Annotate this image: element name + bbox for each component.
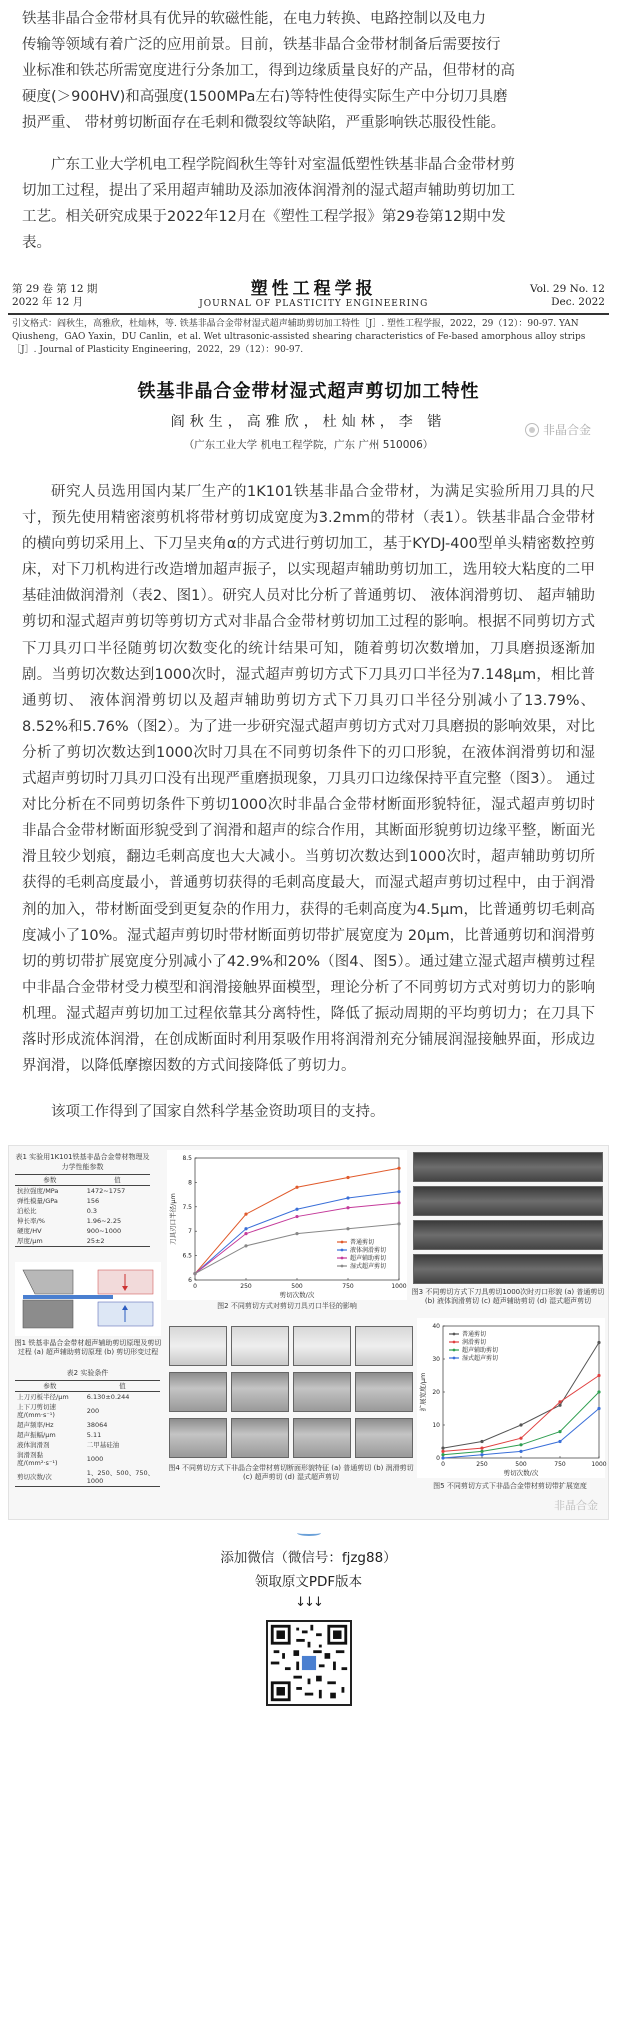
paper-header xyxy=(0,270,617,461)
data-point xyxy=(244,1244,247,1247)
fig4-photo xyxy=(355,1372,413,1412)
x-tick-label: 0 xyxy=(441,1461,445,1469)
data-point xyxy=(397,1222,400,1225)
intro-line: 表。 xyxy=(22,235,51,251)
legend-label: 润滑剪切 xyxy=(462,1339,487,1347)
intro-line: 损严重、 带材剪切断面存在毛刺和微裂纹等缺陷，严重影响铁芯服役性能。 xyxy=(22,115,506,131)
fig4-photo xyxy=(355,1326,413,1366)
journal-header xyxy=(8,270,609,311)
legend-marker xyxy=(341,1249,344,1252)
intro-line: 硬度(＞900HV)和高强度(1500MPa左右)等特性使得实际生产中分切刀具磨 xyxy=(22,89,508,105)
x-tick-label: 1000 xyxy=(391,1283,407,1291)
table-row: 超声振幅/μm 5.11 xyxy=(17,1431,102,1440)
legend-label: 普通剪切 xyxy=(462,1331,487,1339)
data-point xyxy=(480,1440,483,1443)
y-axis-label: 刀具刃口半径/μm xyxy=(169,1193,177,1245)
fig2-caption: 图2 不同剪切方式对剪切刀具刃口半径的影响 xyxy=(217,1302,357,1311)
fig4-photo xyxy=(169,1372,227,1412)
table-row: 超声频率/Hz 38064 xyxy=(17,1421,108,1430)
table-row: 润滑剂黏度/(mm²·s⁻¹) 1000 xyxy=(17,1451,104,1468)
chart-bg xyxy=(417,1318,605,1478)
qr-code-icon[interactable] xyxy=(266,1620,352,1706)
fig3-photo-d xyxy=(413,1254,603,1284)
fig3-caption: 图3 不同剪切方式下刀具剪切1000次时刃口形貌 (a) 普通剪切 (b) 液体润滑剪切 (c) 超声辅助剪切 (d) 湿式超声剪切 xyxy=(411,1288,605,1306)
intro-line: 工艺。相关研究成果于2022年12月在《塑性工程学报》第29卷第12期中发 xyxy=(22,209,506,225)
data-point xyxy=(397,1167,400,1170)
data-point xyxy=(244,1213,247,1216)
fig3-photo-b xyxy=(413,1186,603,1216)
x-tick-label: 250 xyxy=(476,1461,488,1469)
table-row: 厚度/μm 25±2 xyxy=(15,1236,150,1247)
data-point xyxy=(519,1424,522,1427)
data-point xyxy=(295,1232,298,1235)
legend-marker xyxy=(341,1241,344,1244)
data-point xyxy=(558,1440,561,1443)
x-tick-label: 750 xyxy=(342,1283,354,1291)
y-tick-label: 8 xyxy=(188,1179,192,1187)
data-point xyxy=(597,1374,600,1377)
arrows-down-icon: ↓↓↓ xyxy=(295,1595,322,1611)
body-paragraph: 研究人员选用国内某厂生产的1K101铁基非晶合金带材，为满足实验所用刀具的尺寸，预先使用精密滚剪机将带材剪切成宽度为3.2mm的带材（表1）。铁基非晶合金带材的横向剪切采用上、下刀呈夹角α的方式进行剪切加工，基于KYDJ-400型单头精密数控剪床，对下刀机构进行改造增加超声振子，以实现超声辅助剪切加工，选用较大粘度的二甲基硅油做润滑剂（表2、图1）。研究人员对比分析了普通剪切、 液体润滑剪切、 超声辅助剪切和湿式超声剪切等剪切方式对非晶合金带材剪切加工过程的影响。根据不同剪切方式下刀具刃口半径随剪切次数变化的统计结果可知，随着剪切次数增加，刀具磨损逐渐加剧。当剪切次数达到1000次时，湿式超声剪切方式下刀具刃口半径为7.148μm，相比普通剪切、 液体润滑剪切以及超声辅助剪切方式下刀具刃口半径分别减小了13.79%、8.52%和5.76%（图2）。为了进一步研究湿式超声剪切方式对刀具磨损的影响效果，对比分析了剪切次数达到1000次时刀具在不同剪切条件下的刃口形貌，在液体润滑剪切和湿式超声剪切时刀具刃口没有出现严重磨损现象，刀具刃口边缘保持平直完整（图3）。 通过对比分析在不同剪切条件下剪切1000次时非晶合金带材断面形貌特征，湿式超声剪切时非晶合金带材断面形貌受到了润滑和超声的综合作用，其断面形貌剪切边缘平整，断面光滑且较少划痕，翻边毛刺高度也大大减小。当剪切次数达到1000次时，超声辅助剪切所获得的毛刺高度最小，普通剪切获得的毛刺高度最大，而湿式超声剪切过程中，由于润滑剂的加入，带材断面受到更复杂的作用力，获得的毛刺高度为4.5μm，比普通剪切毛刺高度减小了10%。湿式超声剪切时带材断面剪切带扩展宽度为 20μm，比普通剪切和润滑剪切的剪切带扩展宽度分别减小了42.9%和20%（图4、图5）。通过建立湿式超声横剪过程中非晶合金带材受力模型和润滑接触界面模型，理论分析了不同剪切方式对剪切力的影响机理。湿式超声剪切加工过程依靠其分离特性，降低了振动周期的平均剪切力；在刀具下落时形成流体润滑，在创成断面时利用泵吸作用将润滑剂充分铺展润湿接触界面，形成边界润滑，以降低摩擦因数的方式间接降低了剪切力。 xyxy=(22,484,595,1075)
x-axis-label: 剪切次数/次 xyxy=(503,1469,539,1478)
citation: 引文格式：阎秋生，高雅欣，杜灿林，等. 铁基非晶合金带材湿式超声辅助剪切加工特性［J］. 塑性工程学报，2022，29（12）：90-97. YAN Qiusheng，GAO Yaxin，DU Canlin，et al. Wet ultrasonic-assisted shearing characteristics of Fe-based amorphous alloy strips［J］. Journal of Plasticity Engineering，2022，29（12）：90-97. xyxy=(12,319,586,355)
footer xyxy=(0,1530,617,1706)
x-tick-label: 1000 xyxy=(591,1461,607,1469)
data-point xyxy=(519,1437,522,1440)
fig4-photo xyxy=(231,1326,289,1366)
intro-line: 传输等领域有着广泛的应用前景。目前，铁基非晶合金带材制备后需要按行 xyxy=(22,37,501,53)
table-header: 参数 xyxy=(15,1381,85,1392)
y-tick-label: 6.5 xyxy=(182,1252,192,1260)
data-point xyxy=(441,1450,444,1453)
data-point xyxy=(480,1450,483,1453)
chart-bg xyxy=(167,1150,407,1300)
y-tick-label: 40 xyxy=(432,1323,440,1331)
legend-marker xyxy=(341,1257,344,1260)
fig4-photo xyxy=(293,1418,351,1458)
table-row: 硬度/HV 900~1000 xyxy=(17,1227,122,1236)
y-tick-label: 0 xyxy=(436,1455,440,1463)
fig4-photo xyxy=(231,1372,289,1412)
data-point xyxy=(558,1400,561,1403)
fig4-photo xyxy=(293,1372,351,1412)
legend-marker xyxy=(453,1333,456,1336)
fig4-photo xyxy=(231,1418,289,1458)
fig5-caption: 图5 不同剪切方式下非晶合金带材剪切带扩展宽度 xyxy=(433,1482,587,1491)
table-row: 液体润滑剂 二甲基硅油 xyxy=(17,1441,120,1450)
legend-label: 超声辅助剪切 xyxy=(350,1255,387,1263)
intro-paragraph xyxy=(0,6,617,136)
data-point xyxy=(519,1443,522,1446)
support-note: 该项工作得到了国家自然科学基金资助项目的支持。 xyxy=(51,1104,385,1121)
data-point xyxy=(558,1404,561,1407)
legend-label: 超声辅助剪切 xyxy=(462,1347,499,1355)
y-tick-label: 7.5 xyxy=(182,1203,192,1211)
data-point xyxy=(193,1272,196,1275)
table-1-title: 表1 实验用1K101铁基非晶合金带材物理及力学性能参数 xyxy=(15,1153,150,1172)
data-point xyxy=(519,1450,522,1453)
table-row: 弹性模量/GPa 156 xyxy=(17,1197,100,1206)
legend-label: 普通剪切 xyxy=(350,1239,375,1247)
data-point xyxy=(597,1391,600,1394)
legend-marker xyxy=(453,1357,456,1360)
data-point xyxy=(397,1201,400,1204)
wechat-line: 添加微信（微信号：fjzg88） xyxy=(220,1550,397,1567)
data-point xyxy=(597,1407,600,1410)
table-header: 参数 xyxy=(15,1175,85,1186)
data-point xyxy=(441,1453,444,1456)
header-rule xyxy=(8,313,609,315)
data-point xyxy=(441,1447,444,1450)
fig5-chart xyxy=(417,1318,605,1478)
authors: 阎秋生，高雅欣，杜灿林，李 锴 xyxy=(170,414,447,430)
table-header: 值 xyxy=(85,1381,160,1392)
data-point xyxy=(597,1341,600,1344)
data-point xyxy=(295,1186,298,1189)
paper-title: 铁基非晶合金带材湿式超声剪切加工特性 xyxy=(137,381,480,402)
data-point xyxy=(295,1208,298,1211)
table-row: 剪切次数/次 1、250、500、750、1000 xyxy=(15,1468,160,1487)
data-point xyxy=(346,1176,349,1179)
data-point xyxy=(346,1197,349,1200)
journal-volume-en: Vol. 29 No. 12 Dec. 2022 xyxy=(529,283,605,308)
legend-marker xyxy=(341,1265,344,1268)
data-point xyxy=(397,1190,400,1193)
x-tick-label: 500 xyxy=(291,1283,303,1291)
table-row: 上刀刃板半径/μm 6.130±0.244 xyxy=(17,1393,130,1402)
table-header: 值 xyxy=(85,1175,150,1186)
intro-paragraph-2 xyxy=(0,152,617,256)
data-point xyxy=(346,1227,349,1230)
table-row: 抗拉强度/MPa 1472~1757 xyxy=(17,1187,126,1196)
fig3-photo-c xyxy=(413,1220,603,1250)
fig4-photo xyxy=(169,1418,227,1458)
x-tick-label: 0 xyxy=(193,1283,197,1291)
intro-line: 切加工过程，提出了采用超声辅助及添加液体润滑剂的湿式超声辅助剪切加工 xyxy=(22,183,515,199)
table-row: 上下刀剪切速度/(mm·s⁻¹) 200 xyxy=(17,1403,100,1420)
y-tick-label: 30 xyxy=(432,1356,440,1364)
data-point xyxy=(244,1227,247,1230)
figure-panel xyxy=(8,1145,609,1520)
data-point xyxy=(346,1206,349,1209)
y-tick-label: 6 xyxy=(188,1277,192,1285)
table-2-title: 表2 实验条件 xyxy=(66,1369,109,1378)
table-1 xyxy=(15,1152,150,1247)
fig4-photo xyxy=(293,1326,351,1366)
table-2 xyxy=(15,1368,160,1487)
table-row: 伸长率/% 1.96~2.25 xyxy=(17,1217,122,1226)
legend-label: 湿式超声剪切 xyxy=(350,1263,387,1271)
fig4-caption: 图4 不同剪切方式下非晶合金带材剪切断面形貌特征 (a) 普通剪切 (b) 润滑剪切 (c) 超声剪切 (d) 湿式超声剪切 xyxy=(168,1464,414,1482)
fig3-photo-a xyxy=(413,1152,603,1182)
legend-marker xyxy=(453,1341,456,1344)
authors-block xyxy=(8,411,609,461)
watermark: 非晶合金 xyxy=(525,421,591,438)
fig4-photo xyxy=(169,1326,227,1366)
data-point xyxy=(441,1457,444,1460)
x-axis-label: 剪切次数/次 xyxy=(279,1291,315,1300)
y-tick-label: 8.5 xyxy=(182,1155,192,1163)
fig1-caption: 图1 铁基非晶合金带材超声辅助剪切原理及剪切过程 (a) 超声辅助剪切原理 (b) 剪切形变过程 xyxy=(14,1339,162,1357)
pdf-line: 领取原文PDF版本 xyxy=(254,1574,363,1591)
y-tick-label: 7 xyxy=(188,1228,192,1236)
fig2-chart xyxy=(167,1150,407,1300)
y-axis-label: 扩展宽度/μm xyxy=(419,1372,427,1412)
intro-line: 铁基非晶合金带材具有优异的软磁性能，在电力转换、电路控制以及电力 xyxy=(22,11,486,27)
legend-label: 液体润滑剪切 xyxy=(350,1247,387,1255)
legend-label: 湿式超声剪切 xyxy=(462,1355,499,1363)
affiliation: （广东工业大学 机电工程学院，广东 广州 510006） xyxy=(183,439,434,451)
legend-marker xyxy=(453,1349,456,1352)
intro-line: 广东工业大学机电工程学院阎秋生等针对室温低塑性铁基非晶合金带材剪 xyxy=(51,157,515,173)
data-point xyxy=(244,1232,247,1235)
x-tick-label: 500 xyxy=(515,1461,527,1469)
journal-volume-cn: 第 29 卷 第 12 期 2022 年 12 月 xyxy=(12,283,98,308)
figure-watermark: 非晶合金 xyxy=(554,1499,598,1513)
x-tick-label: 750 xyxy=(554,1461,566,1469)
journal-name: 塑性工程学报 JOURNAL OF PLASTICITY ENGINEERING xyxy=(199,279,429,309)
fig4-photo xyxy=(355,1418,413,1458)
data-point xyxy=(480,1447,483,1450)
footer-logo-icon xyxy=(297,1530,321,1536)
data-point xyxy=(558,1430,561,1433)
data-point xyxy=(480,1453,483,1456)
table-row: 泊松比 0.3 xyxy=(17,1207,98,1216)
fig1-diagram xyxy=(13,1260,163,1338)
intro-line: 业标准和铁芯所需宽度进行分条加工，得到边缘质量良好的产品，但带材的高 xyxy=(22,63,515,79)
y-tick-label: 10 xyxy=(432,1422,440,1430)
data-point xyxy=(295,1215,298,1218)
watermark-icon xyxy=(525,423,539,437)
y-tick-label: 20 xyxy=(432,1389,440,1397)
x-tick-label: 250 xyxy=(240,1283,252,1291)
